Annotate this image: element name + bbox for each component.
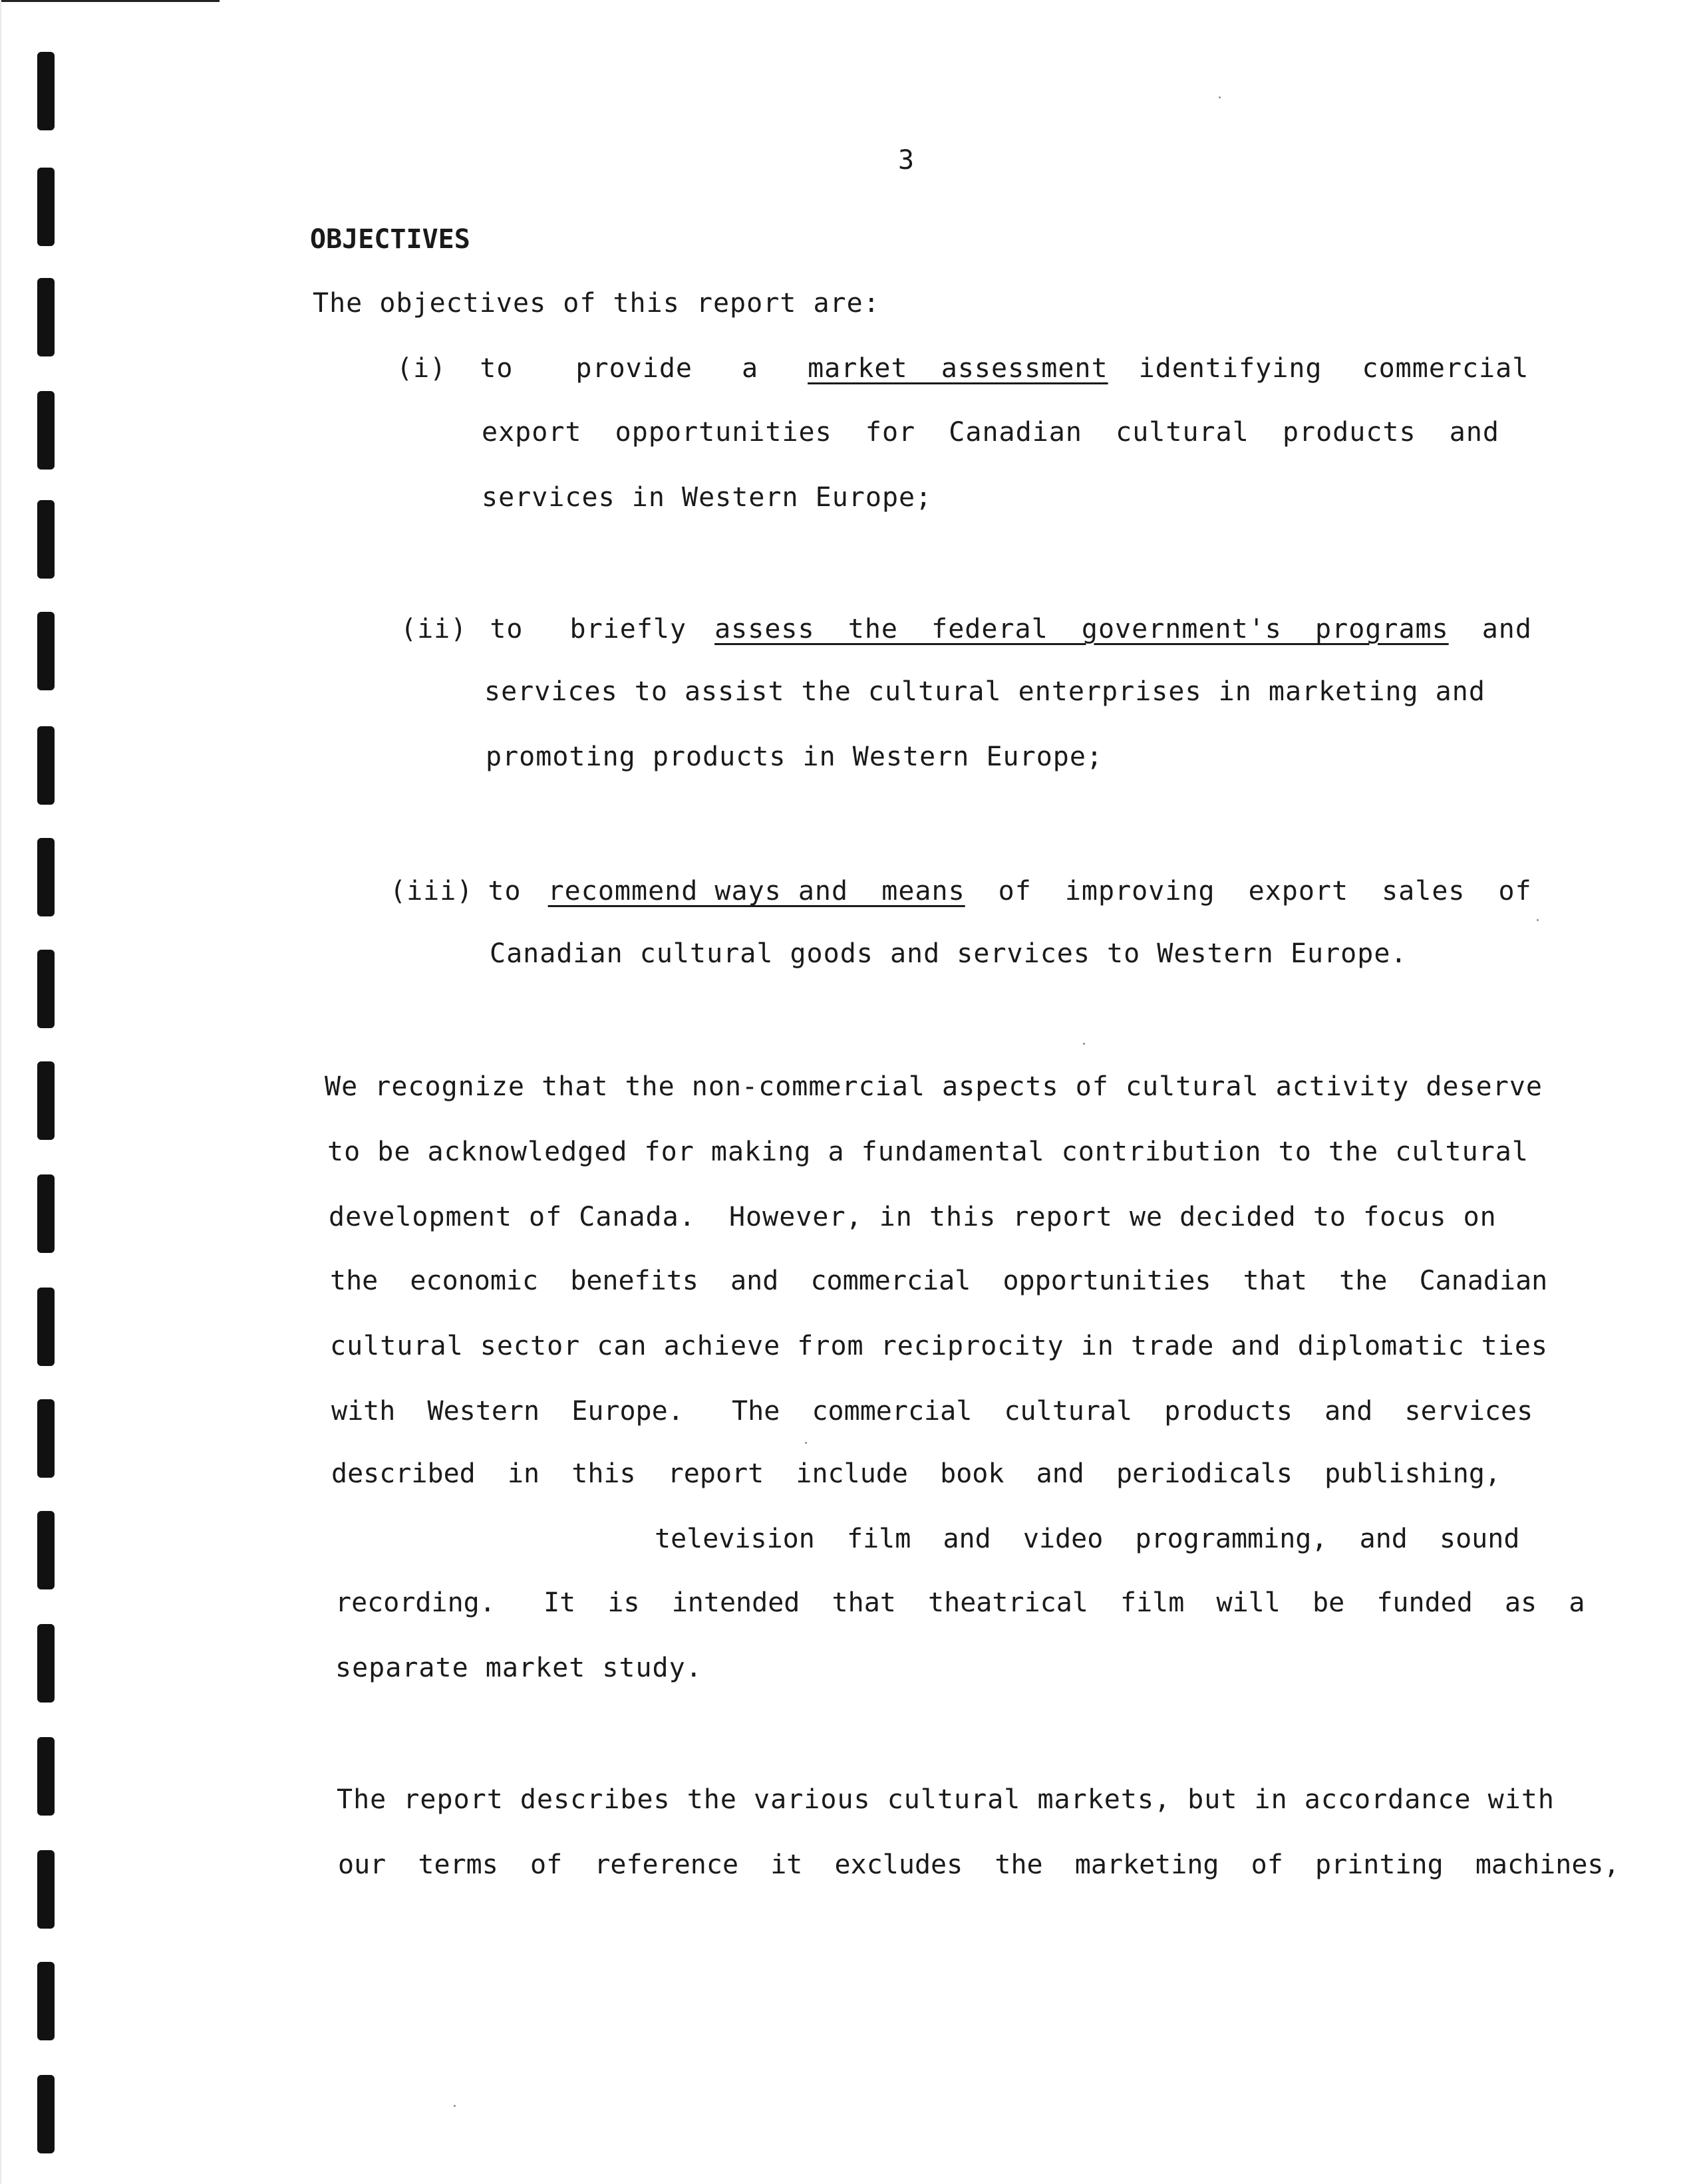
objective-2-line-2: services to assist the cultural enterprises in marketing and — [484, 676, 1485, 707]
intro-line: The objectives of this report are: — [313, 288, 880, 319]
objective-2-line-3: promoting products in Western Europe; — [486, 742, 1104, 772]
underlined-phrase: assess the federal government's programs — [714, 614, 1449, 644]
underlined-phrase: recommend ways and means — [547, 876, 965, 906]
page-number: 3 — [898, 145, 915, 176]
binding-hole — [37, 2075, 55, 2153]
binding-hole — [37, 838, 55, 916]
objective-2-line-1: (ii) to briefly assess the federal government's programs and — [400, 614, 1532, 644]
binding-hole — [37, 1288, 55, 1366]
paragraph-1-line: described in this report include book and periodicals publishing, — [331, 1458, 1501, 1489]
paragraph-1-line: to be acknowledged for making a fundamental contribution to the cultural — [327, 1137, 1529, 1167]
objective-3-line-2: Canadian cultural goods and services to Western Europe. — [490, 938, 1408, 969]
binding-hole — [37, 52, 55, 130]
objective-3-line-1: (iii) to recommend ways and means of improving export sales of — [390, 876, 1532, 906]
paragraph-2-line: our terms of reference it excludes the marketing of printing machines, — [338, 1849, 1620, 1880]
objective-1-line-3: services in Western Europe; — [482, 482, 933, 513]
objective-marker: (ii) — [400, 614, 468, 644]
objective-marker: (iii) — [390, 876, 474, 906]
paragraph-2-line: The report describes the various cultural markets, but in accordance with — [337, 1784, 1555, 1815]
binding-hole — [37, 1850, 55, 1929]
binding-hole — [37, 278, 55, 356]
binding-hole — [37, 1174, 55, 1253]
paragraph-1-line: recording. It is intended that theatrical film will be funded as a — [335, 1587, 1585, 1618]
binding-hole — [37, 950, 55, 1028]
top-edge-rule — [0, 0, 220, 2]
paragraph-1-line: television film and video programming, and sound — [655, 1524, 1520, 1554]
binding-hole — [37, 1737, 55, 1816]
paragraph-1-line: with Western Europe. The commercial cultural products and services — [331, 1396, 1533, 1427]
scan-speck — [805, 1442, 807, 1444]
section-heading: OBJECTIVES — [310, 224, 470, 255]
objective-1-line-1: (i) to provide a market assessment identifying commercial — [396, 353, 1529, 384]
binding-hole — [37, 391, 55, 470]
scan-speck — [1083, 1043, 1085, 1045]
paragraph-1-line: development of Canada. However, in this report we decided to focus on — [329, 1202, 1497, 1232]
left-edge-line — [0, 0, 1, 2184]
binding-hole — [37, 168, 55, 246]
paragraph-1-line: We recognize that the non-commercial aspects of cultural activity deserve — [325, 1071, 1543, 1102]
paragraph-1-line: the economic benefits and commercial opportunities that the Canadian — [330, 1266, 1548, 1296]
underlined-phrase: market assessment — [808, 353, 1108, 384]
binding-hole — [37, 1399, 55, 1478]
objective-1-line-2: export opportunities for Canadian cultural products and — [482, 417, 1500, 448]
paragraph-1-line: separate market study. — [335, 1653, 702, 1683]
binding-hole — [37, 1624, 55, 1703]
binding-hole — [37, 1061, 55, 1140]
binding-hole — [37, 726, 55, 805]
binding-hole — [37, 1511, 55, 1589]
binding-hole — [37, 1962, 55, 2040]
paragraph-1-line: cultural sector can achieve from reciprocity in trade and diplomatic ties — [330, 1331, 1548, 1361]
objective-marker: (i) — [396, 353, 447, 384]
scan-speck — [454, 2105, 456, 2107]
binding-hole — [37, 500, 55, 579]
scan-speck — [1537, 919, 1539, 921]
binding-hole — [37, 612, 55, 690]
scan-speck — [1219, 96, 1221, 98]
